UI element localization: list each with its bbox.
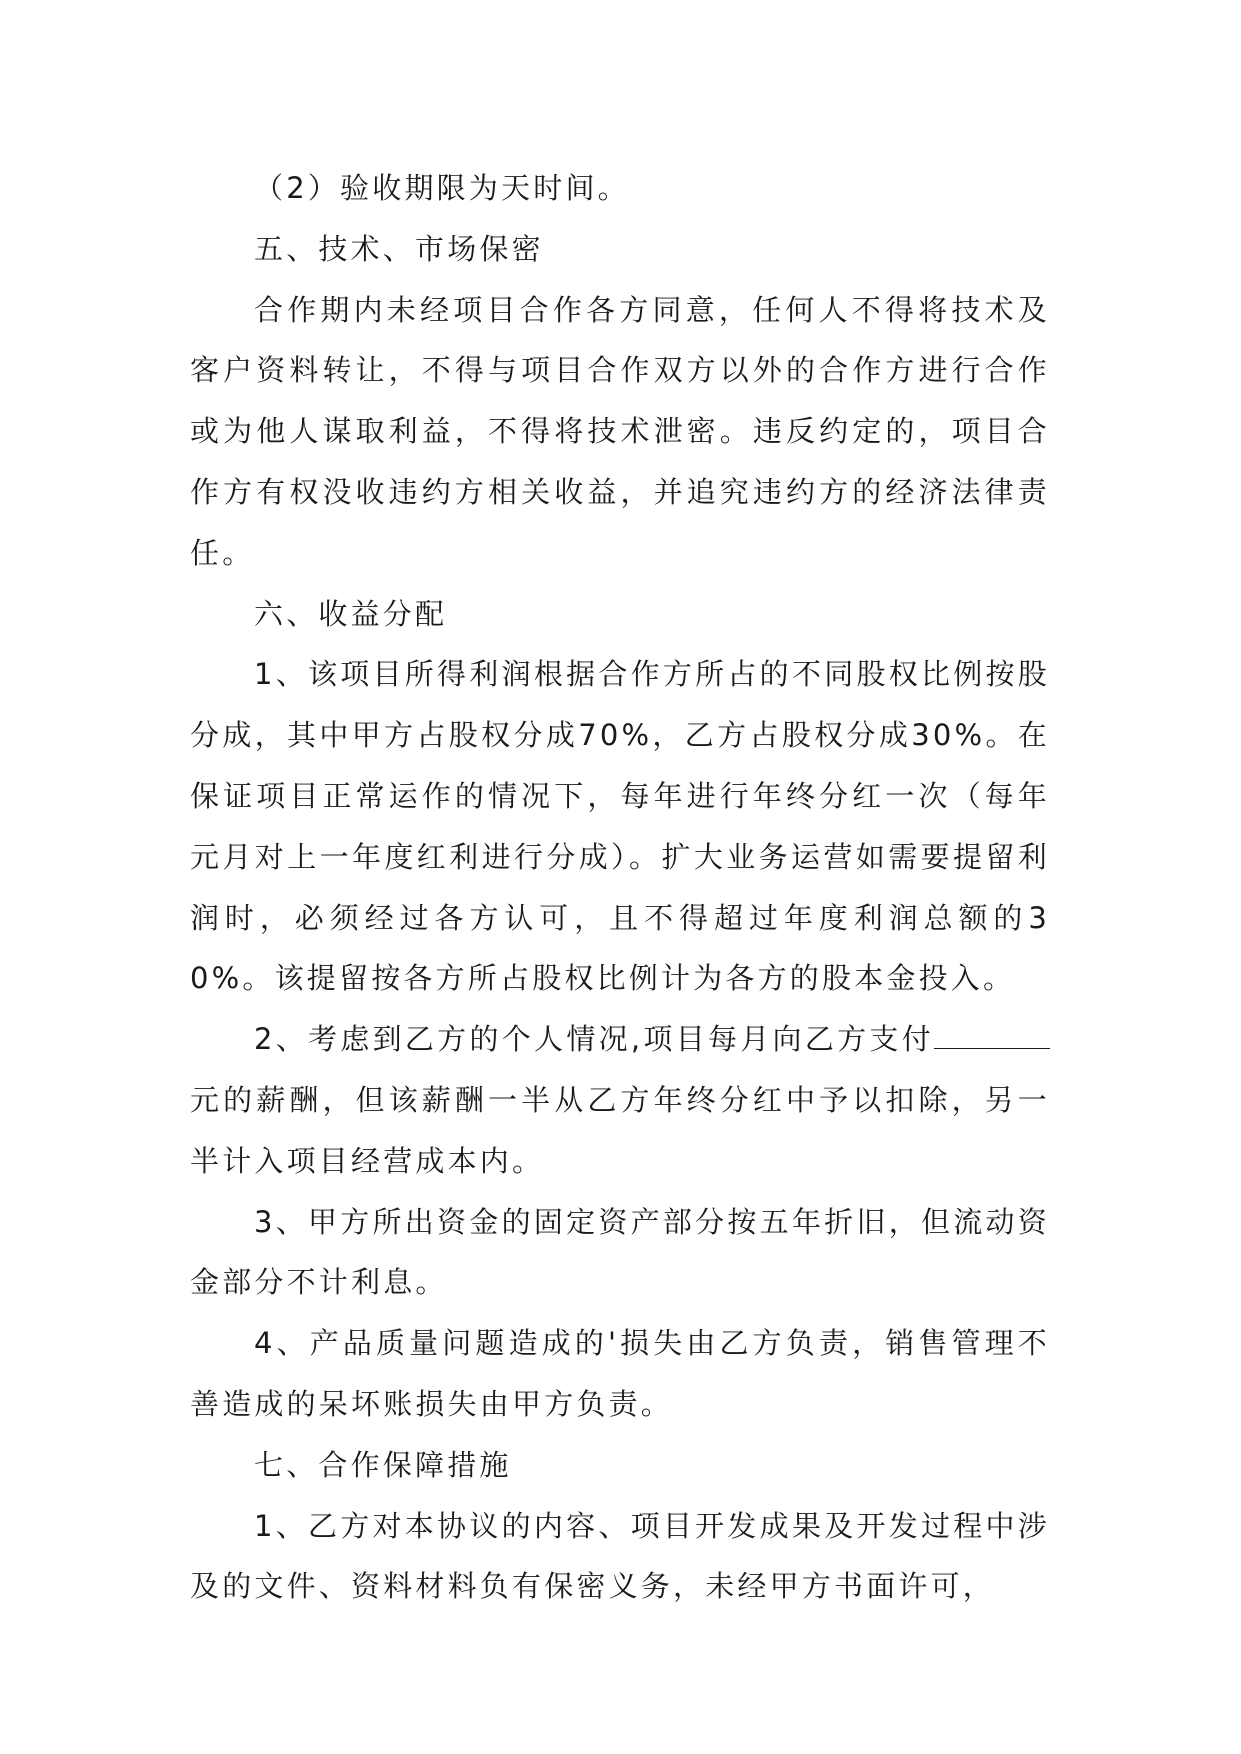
paragraph-loss-responsibility: 4、产品质量问题造成的'损失由乙方负责，销售管理不善造成的呆坏账损失由甲方负责。 [190,1326,1050,1421]
salary-amount-blank [934,1018,1050,1049]
salary-text-before: 2、考虑到乙方的个人情况,项目每月向乙方支付 [254,1022,934,1057]
paragraph-acceptance-period: （2）验收期限为天时间。 [254,171,630,205]
heading-confidentiality: 五、技术、市场保密 [254,231,544,266]
heading-cooperation-safeguards: 七、合作保障措施 [254,1447,512,1482]
paragraph-depreciation: 3、甲方所出资金的固定资产部分按五年折旧，但流动资金部分不计利息。 [190,1204,1050,1300]
paragraph-confidentiality: 合作期内未经项目合作各方同意，任何人不得将技术及客户资料转让，不得与项目合作双方以外的合作方进行合作或为他人谋取利益，不得将技术泄密。违反约定的，项目合作方有权没收违约方相关收益，并追究违约方的经济法律责任。 [190,292,1050,570]
document-body [190,158,1050,1617]
heading-profit-distribution: 六、收益分配 [254,596,448,631]
paragraph-confidentiality-obligation: 1、乙方对本协议的内容、项目开发成果及开发过程中涉及的文件、资料材料负有保密义务，未经甲方书面许可， [190,1508,1050,1604]
paragraph-salary [190,1009,1050,1191]
paragraph-profit-share: 1、该项目所得利润根据合作方所占的不同股权比例按股分成，其中甲方占股权分成70%，乙方占股权分成30%。在保证项目正常运作的情况下，每年进行年终分红一次（每年元月对上一年度红利进行分成）。扩大业务运营如需要提留利润时，必须经过各方认可，且不得超过年度利润总额的30%。该提留按各方所占股权比例计为各方的股本金投入。 [190,657,1050,996]
salary-text-after: 元的薪酬，但该薪酬一半从乙方年终分红中予以扣除，另一半计入项目经营成本内。 [190,1082,1050,1178]
